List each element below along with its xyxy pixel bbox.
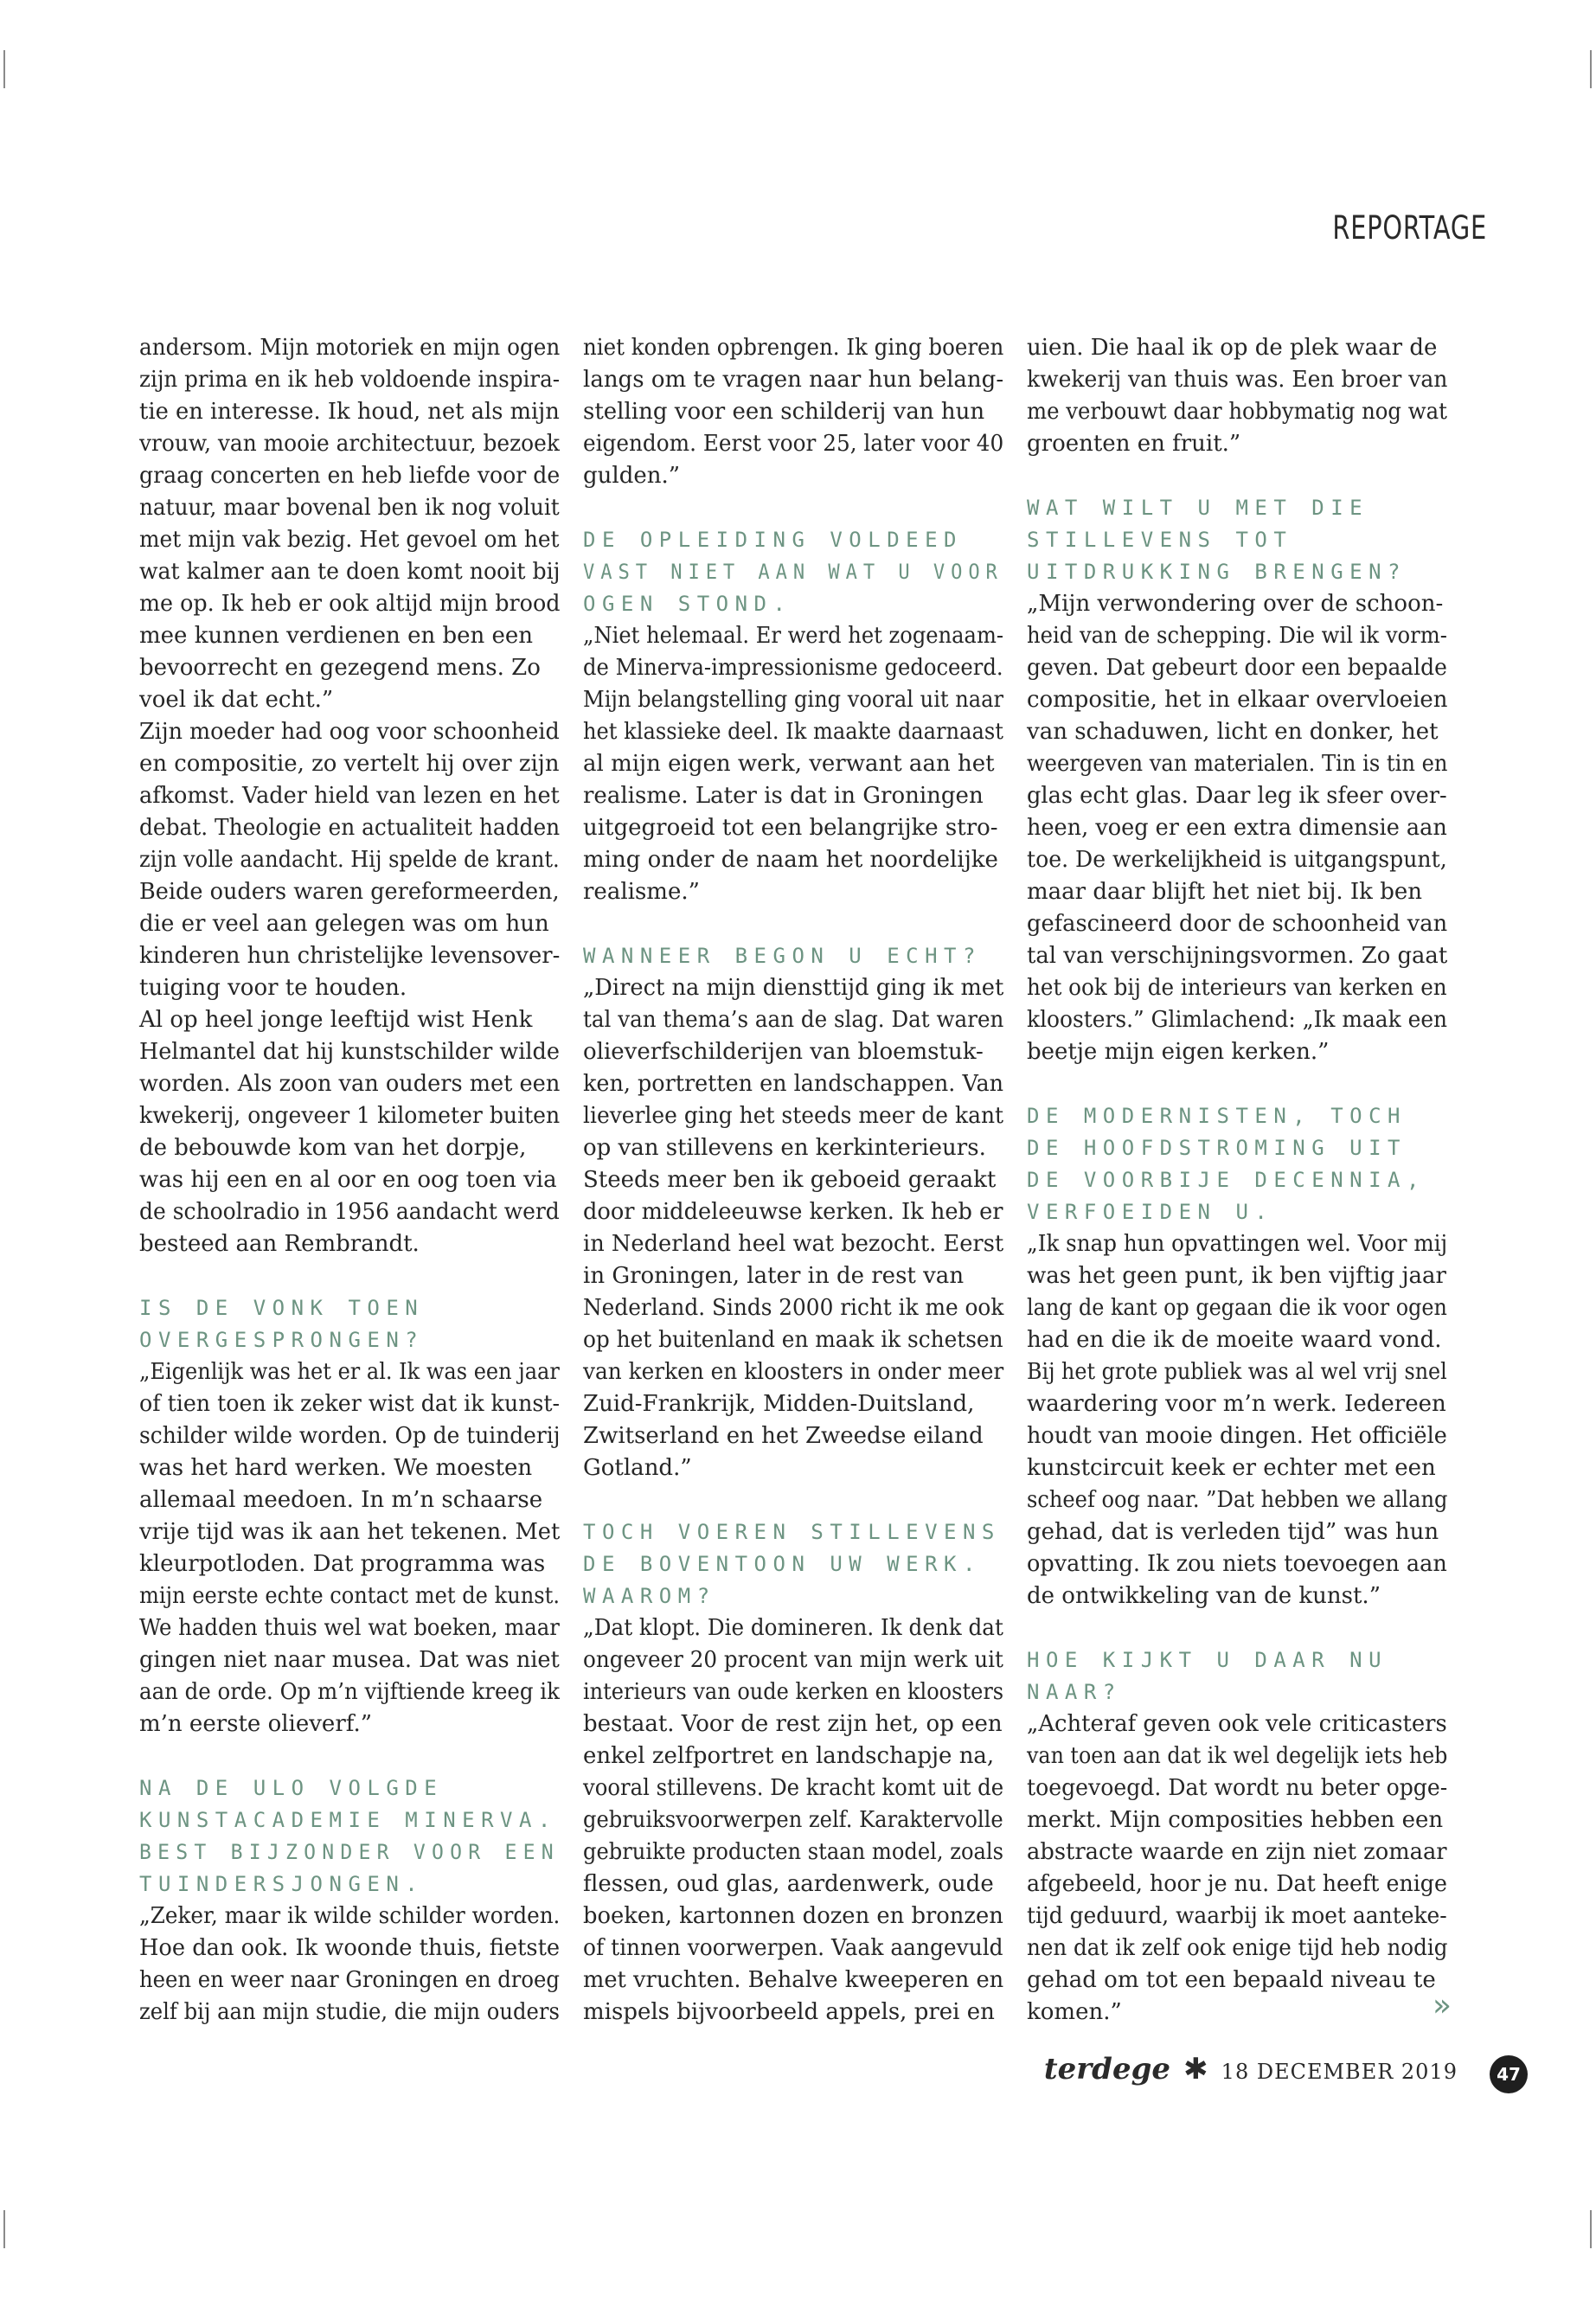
text-line: van schaduwen, licht en donker, het: [1027, 719, 1439, 745]
text-line: besteed aan Rembrandt.: [139, 1231, 420, 1257]
text-line: nen dat ik zelf ook enige tijd heb nodig: [1027, 1935, 1448, 1961]
interview-question: [1027, 1644, 1447, 1708]
text-line: We hadden thuis wel wat boeken, maar: [139, 1615, 560, 1641]
text-line: heen, voeg er een extra dimensie aan: [1027, 815, 1447, 841]
text-line: vrije tijd was ik aan het tekenen. Met: [139, 1519, 561, 1545]
text-line: wat kalmer aan te doen komt nooit bij: [139, 559, 561, 585]
body-paragraph: [583, 1612, 1003, 2029]
text-line: opvatting. Ik zou niets toevoegen aan: [1027, 1551, 1447, 1577]
text-line: natuur, maar bovenal ben ik nog voluit: [139, 495, 560, 521]
text-line: groenten en fruit.”: [1027, 431, 1241, 457]
text-line: KUNSTACADEMIE MINERVA.: [139, 1808, 557, 1832]
star-separator-icon: ✱: [1183, 2052, 1208, 2086]
text-line: houdt van mooie dingen. Het officiële: [1027, 1423, 1447, 1449]
body-paragraph: [139, 1900, 560, 2029]
text-line: uitgegroeid tot een belangrijke stro-: [583, 815, 998, 841]
text-line: gehad, dat is verleden tijd” was hun: [1027, 1519, 1439, 1545]
text-line: in Nederland heel wat bezocht. Eerst: [583, 1231, 1004, 1257]
text-line: de ontwikkeling van de kunst.”: [1027, 1583, 1381, 1609]
text-line: of tien toen ik zeker wist dat ik kunst-: [139, 1391, 561, 1417]
text-line: vooral stillevens. De kracht komt uit de: [583, 1775, 1004, 1801]
text-line: debat. Theologie en actualiteit hadden: [139, 815, 561, 841]
text-line: STILLEVENS TOT: [1027, 528, 1293, 552]
text-line: UITDRUKKING BRENGEN?: [1027, 560, 1407, 584]
text-line: al mijn eigen werk, verwant aan het: [583, 751, 995, 777]
text-line: heid van de schepping. Die wil ik vorm-: [1027, 623, 1447, 649]
text-line: andersom. Mijn motoriek en mijn ogen: [139, 335, 561, 361]
text-line: boeken, kartonnen dozen en bronzen: [583, 1903, 1003, 1929]
text-line: tuiging voor te houden.: [139, 975, 407, 1001]
text-line: kwekerij, ongeveer 1 kilometer buiten: [139, 1103, 561, 1129]
text-line: merkt. Mijn composities hebben een: [1027, 1807, 1444, 1833]
text-line: zijn volle aandacht. Hij spelde de krant.: [139, 847, 560, 873]
paragraph-gap: [139, 1260, 560, 1292]
body-paragraph: [1027, 1228, 1447, 1612]
text-line: heen en weer naar Groningen en droeg: [139, 1967, 560, 1993]
text-line: toegevoegd. Dat wordt nu beter opge-: [1027, 1775, 1448, 1801]
text-line: HOE KIJKT U DAAR NU: [1027, 1648, 1388, 1672]
text-line: realisme. Later is dat in Groningen: [583, 783, 984, 809]
text-line: WAAROM?: [583, 1584, 716, 1608]
text-line: bevoorrecht en gezegend mens. Zo: [139, 655, 541, 681]
body-paragraph: [139, 1356, 560, 1740]
interview-question: [1027, 1100, 1447, 1228]
text-line: het klassieke deel. Ik maakte daarnaast: [583, 719, 1003, 745]
text-line: afkomst. Vader hield van lezen en het: [139, 783, 560, 809]
text-line: worden. Als zoon van ouders met een: [139, 1071, 561, 1097]
text-line: enkel zelfportret en landschapje na,: [583, 1743, 995, 1769]
text-line: „Niet helemaal. Er werd het zogenaam-: [583, 623, 1004, 649]
text-line: mijn eerste echte contact met de kunst.: [139, 1583, 561, 1609]
footer: [1025, 2052, 1458, 2086]
text-line: tal van verschijningsvormen. Zo gaat: [1027, 943, 1448, 969]
text-line: ongeveer 20 procent van mijn werk uit: [583, 1647, 1003, 1673]
text-line: Zuid-Frankrijk, Midden-Duitsland,: [583, 1391, 975, 1417]
text-line: realisme.”: [583, 879, 700, 905]
text-line: van toen aan dat ik wel degelijk iets heb: [1027, 1743, 1448, 1769]
text-line: DE VOORBIJE DECENNIA,: [1027, 1168, 1426, 1192]
text-line: uien. Die haal ik op de plek waar de: [1027, 335, 1438, 361]
paragraph-gap: [1027, 1068, 1447, 1100]
text-line: die er veel aan gelegen was om hun: [139, 911, 549, 937]
text-line: de Minerva-impressionisme gedoceerd.: [583, 655, 1003, 681]
text-line: ming onder de naam het noordelijke: [583, 847, 998, 873]
crop-mark-top-right: [1590, 50, 1592, 88]
text-line: komen.”: [1027, 1999, 1122, 2025]
body-paragraph: [583, 620, 1003, 908]
body-paragraph: [1027, 332, 1447, 460]
crop-mark-top-left: [3, 50, 5, 88]
interview-question: [139, 1772, 560, 1900]
text-line: mispels bijvoorbeeld appels, prei en: [583, 1999, 995, 2025]
text-line: van kerken en kloosters in onder meer: [583, 1359, 1004, 1385]
text-line: scheef oog naar. ”Dat hebben we allang: [1027, 1487, 1448, 1513]
text-line: Helmantel dat hij kunstschilder wilde: [139, 1039, 560, 1065]
text-line: „Dat klopt. Die domineren. Ik denk dat: [583, 1615, 1003, 1641]
interview-question: [583, 940, 1003, 972]
text-line: door middeleeuwse kerken. Ik heb er: [583, 1199, 1003, 1225]
text-line: „Zeker, maar ik wilde schilder worden.: [139, 1903, 561, 1929]
text-line: Nederland. Sinds 2000 richt ik me ook: [583, 1295, 1004, 1321]
text-line: flessen, oud glas, aardenwerk, oude: [583, 1871, 994, 1897]
text-line: kleurpotloden. Dat programma was: [139, 1551, 546, 1577]
text-line: WAT WILT U MET DIE: [1027, 496, 1369, 520]
body-paragraph: [583, 972, 1003, 1484]
text-line: lieverlee ging het steeds meer de kant: [583, 1103, 1004, 1129]
text-line: kwekerij van thuis was. Een broer van: [1027, 367, 1448, 393]
text-line: tie en interesse. Ik houd, net als mijn: [139, 399, 560, 425]
text-line: DE HOOFDSTROMING UIT: [1027, 1136, 1407, 1160]
interview-question: [583, 524, 1003, 620]
body-paragraph: [583, 332, 1003, 492]
paragraph-gap: [1027, 460, 1447, 492]
text-line: OGEN STOND.: [583, 592, 792, 616]
text-line: vrouw, van mooie architectuur, bezoek: [139, 431, 560, 457]
text-line: de schoolradio in 1956 aandacht werd: [139, 1199, 560, 1225]
text-line: NA DE ULO VOLGDE: [139, 1776, 444, 1800]
text-line: bestaat. Voor de rest zijn het, op een: [583, 1711, 1003, 1737]
text-line: Beide ouders waren gereformeerden,: [139, 879, 560, 905]
text-line: Zwitserland en het Zweedse eiland: [583, 1423, 984, 1449]
text-line: glas echt glas. Daar leg ik sfeer over-: [1027, 783, 1447, 809]
paragraph-gap: [583, 908, 1003, 940]
text-line: abstracte waarde en zijn niet zomaar: [1027, 1839, 1447, 1865]
crop-mark-bottom-right: [1590, 2210, 1592, 2248]
text-line: aan de orde. Op m’n vijftiende kreeg ik: [139, 1679, 560, 1705]
paragraph-gap: [139, 1740, 560, 1772]
text-line: kinderen hun christelijke levensover-: [139, 943, 561, 969]
text-line: kloosters.” Glimlachend: „Ik maak een: [1027, 1007, 1448, 1033]
interview-question: [1027, 492, 1447, 588]
body-paragraph: [1027, 588, 1447, 1068]
text-line: beetje mijn eigen kerken.”: [1027, 1039, 1330, 1065]
page-number: 47: [1490, 2055, 1528, 2093]
text-line: mee kunnen verdienen en ben een: [139, 623, 534, 649]
text-line: „Mijn verwondering over de schoon-: [1027, 591, 1444, 617]
text-line: op het buitenland en maak ik schetsen: [583, 1327, 1003, 1353]
text-line: Hoe dan ook. Ik woonde thuis, fietste: [139, 1935, 561, 1961]
text-line: „Achteraf geven ook vele criticasters: [1027, 1711, 1447, 1737]
text-line: OVERGESPRONGEN?: [139, 1328, 425, 1352]
text-line: weergeven van materialen. Tin is tin en: [1027, 751, 1448, 777]
text-line: toe. De werkelijkheid is uitgangspunt,: [1027, 847, 1447, 873]
text-line: schilder wilde worden. Op de tuinderij: [139, 1423, 561, 1449]
text-line: met mijn vak bezig. Het gevoel om het: [139, 527, 560, 553]
text-line: NAAR?: [1027, 1680, 1122, 1704]
text-line: ken, portretten en landschappen. Van: [583, 1071, 1004, 1097]
text-line: Bij het grote publiek was al wel vrij snel: [1027, 1359, 1447, 1385]
text-line: was het hard werken. We moesten: [139, 1455, 533, 1481]
text-line: zelf bij aan mijn studie, die mijn ouders: [139, 1999, 560, 2025]
text-line: voel ik dat echt.”: [139, 687, 334, 713]
text-line: had en die ik de moeite waard vond.: [1027, 1327, 1442, 1353]
crop-mark-bottom-left: [3, 2210, 5, 2248]
paragraph-gap: [583, 492, 1003, 524]
paragraph-gap: [1027, 1612, 1447, 1644]
text-line: op van stillevens en kerkinterieurs.: [583, 1135, 986, 1161]
text-line: interieurs van oude kerken en kloosters: [583, 1679, 1004, 1705]
text-line: geven. Dat gebeurt door een bepaalde: [1027, 655, 1447, 681]
text-line: of tinnen voorwerpen. Vaak aangevuld: [583, 1935, 1003, 1961]
text-line: „Direct na mijn diensttijd ging ik met: [583, 975, 1004, 1001]
text-line: „Ik snap hun opvattingen wel. Voor mij: [1027, 1231, 1448, 1257]
text-line: compositie, het in elkaar overvloeien: [1027, 687, 1448, 713]
text-line: was het geen punt, ik ben vijftig jaar: [1027, 1263, 1446, 1289]
text-line: afgebeeld, hoor je nu. Dat heeft enige: [1027, 1871, 1447, 1897]
text-line: Al op heel jonge leeftijd wist Henk: [139, 1007, 533, 1033]
text-line: Gotland.”: [583, 1455, 692, 1481]
article-column-3: [1027, 332, 1447, 2029]
text-line: tal van thema’s aan de slag. Dat waren: [583, 1007, 1004, 1033]
text-line: BEST BIJZONDER VOOR EEN: [139, 1840, 560, 1864]
section-label: REPORTAGE: [1332, 209, 1488, 247]
paragraph-gap: [583, 1484, 1003, 1516]
text-line: met vruchten. Behalve kweeperen en: [583, 1967, 1004, 1993]
text-line: langs om te vragen naar hun belang-: [583, 367, 1004, 393]
text-line: DE BOVENTOON UW WERK.: [583, 1552, 982, 1576]
text-line: Zijn moeder had oog voor schoonheid: [139, 719, 560, 745]
text-line: gebruiksvoorwerpen zelf. Karaktervolle: [583, 1807, 1003, 1833]
text-line: het ook bij de interieurs van kerken en: [1027, 975, 1447, 1001]
text-line: gulden.”: [583, 463, 681, 489]
text-line: lang de kant op gegaan die ik voor ogen: [1027, 1295, 1447, 1321]
text-line: tijd geduurd, waarbij ik moet aanteke-: [1027, 1903, 1447, 1929]
interview-question: [583, 1516, 1003, 1612]
text-line: olieverfschilderijen van bloemstuk-: [583, 1039, 984, 1065]
text-line: TUINDERSJONGEN.: [139, 1872, 425, 1896]
interview-question: [139, 1292, 560, 1356]
text-line: VAST NIET AAN WAT U VOOR: [583, 560, 1003, 584]
text-line: WANNEER BEGON U ECHT?: [583, 944, 982, 968]
article-column-1: [139, 332, 560, 2029]
text-line: was hij een en al oor en oog toen via: [139, 1167, 557, 1193]
text-line: VERFOEIDEN U.: [1027, 1200, 1274, 1224]
text-line: de bebouwde kom van het dorpje,: [139, 1135, 527, 1161]
text-line: stelling voor een schilderij van hun: [583, 399, 985, 425]
text-line: DE MODERNISTEN, TOCH: [1027, 1104, 1407, 1128]
text-line: „Eigenlijk was het er al. Ik was een jaar: [139, 1359, 560, 1385]
text-line: zijn prima en ik heb voldoende inspira-: [139, 367, 561, 393]
text-line: me verbouwt daar hobbymatig nog wat: [1027, 399, 1447, 425]
issue-date: 18 DECEMBER 2019: [1221, 2060, 1458, 2084]
text-line: kunstcircuit keek er echter met een: [1027, 1455, 1436, 1481]
text-line: waardering voor m’n werk. Iedereen: [1027, 1391, 1446, 1417]
text-line: in Groningen, later in de rest van: [583, 1263, 965, 1289]
continue-arrow-icon: »: [1433, 1988, 1452, 2023]
brand-logo: terdege: [1043, 2052, 1170, 2086]
text-line: DE OPLEIDING VOLDEED: [583, 528, 963, 552]
text-line: gingen niet naar musea. Dat was niet: [139, 1647, 560, 1673]
body-paragraph: [1027, 1708, 1447, 2029]
text-line: gehad om tot een bepaald niveau te: [1027, 1967, 1436, 1993]
text-line: maar daar blijft het niet bij. Ik ben: [1027, 879, 1422, 905]
text-line: Steeds meer ben ik geboeid geraakt: [583, 1167, 997, 1193]
text-line: gefascineerd door de schoonheid van: [1027, 911, 1448, 937]
text-line: TOCH VOEREN STILLEVENS: [583, 1520, 1001, 1544]
text-line: Mijn belangstelling ging vooral uit naar: [583, 687, 1004, 713]
body-paragraph: [139, 332, 560, 1260]
text-line: en compositie, zo vertelt hij over zijn: [139, 751, 560, 777]
text-line: eigendom. Eerst voor 25, later voor 40: [583, 431, 1004, 457]
text-line: niet konden opbrengen. Ik ging boeren: [583, 335, 1004, 361]
text-line: IS DE VONK TOEN: [139, 1296, 425, 1320]
text-line: allemaal meedoen. In m’n schaarse: [139, 1487, 543, 1513]
text-line: graag concerten en heb liefde voor de: [139, 463, 561, 489]
text-line: m’n eerste olieverf.”: [139, 1711, 373, 1737]
text-line: gebruikte producten staan model, zoals: [583, 1839, 1004, 1865]
article-column-2: [583, 332, 1003, 2029]
text-line: me op. Ik heb er ook altijd mijn brood: [139, 591, 561, 617]
